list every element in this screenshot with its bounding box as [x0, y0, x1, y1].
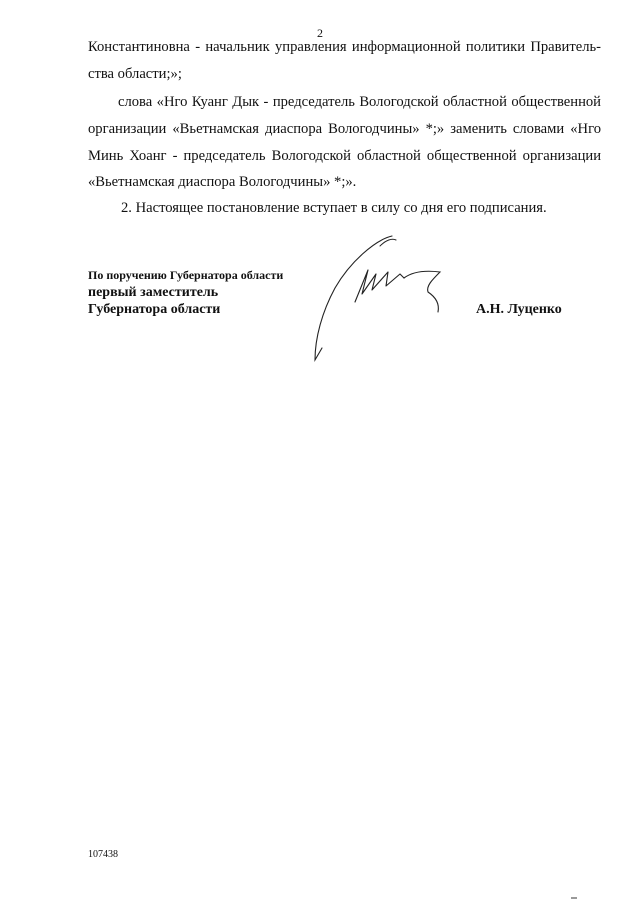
position-line-2: Губернатора области	[88, 302, 221, 317]
paragraph-line-6: «Вьетнамская диаспора Вологодчины» *;».	[88, 174, 357, 190]
signer-name: А.Н. Луценко	[476, 302, 562, 317]
paragraph-line-5: Минь Хоанг - председатель Вологодской областной общественной организации	[88, 148, 601, 164]
document-code: 107438	[88, 849, 118, 860]
handwritten-signature	[300, 230, 460, 365]
page-number: 2	[317, 26, 323, 40]
paragraph-line-3: слова «Нго Куанг Дык - председатель Вологодской областной общественной	[118, 94, 601, 110]
paragraph-line-7: 2. Настоящее постановление вступает в силу со дня его подписания.	[121, 200, 547, 216]
position-line-1: первый заместитель	[88, 285, 219, 300]
paragraph-line-4: организации «Вьетнамская диаспора Вологодчины» *;» заменить словами «Нго	[88, 121, 601, 137]
on-behalf-label: По поручению Губернатора области	[88, 268, 284, 282]
paragraph-line-2: ства области;»;	[88, 66, 182, 82]
paragraph-line-1: Константиновна - начальник управления информационной политики Правитель-	[88, 39, 601, 55]
scan-artifact	[571, 897, 577, 899]
